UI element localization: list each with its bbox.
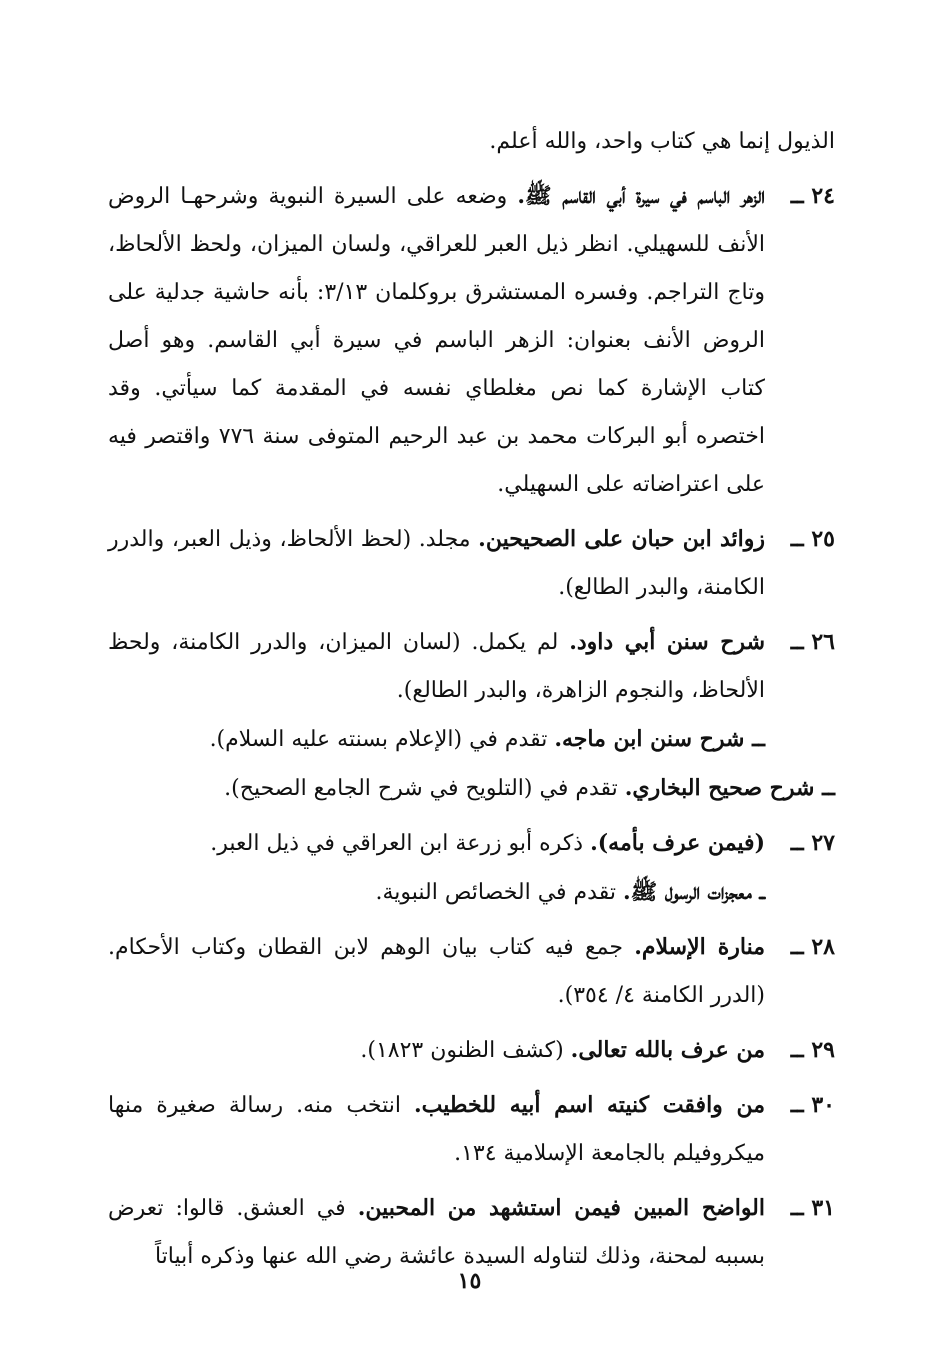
entry-text: وضعه على السيرة النبوية وشرحهـا الروض الأنف للسهيلي. انظر ذيل العبر للعراقي، ولسان الميزان، ولحظ الألحاظ، وتاج التراجم. وفسره المستشرق بروكلمان ٣/١٣: بأنه حاشية جدلية على الروض الأنف بعنوان: الزهر الباسم في سيرة أبي القاسم. وهو أصل كتاب الإشارة كما نص مغلطاي نفسه في المقدمة كما سيأتي. وقد اختصره أبو البركات محمد بن عبد الرحيم المتوفى سنة ٧٧٦ واقتصر فيه على اعتراضاته على السهيلي. — [108, 184, 765, 497]
sub-entry — [108, 764, 835, 813]
entry-title: من وافقت كنيته اسم أبيه للخطيب. — [414, 1092, 765, 1118]
entry-number: ٣٠ ــ — [790, 1092, 835, 1118]
entry-number: ٢٥ ــ — [790, 526, 835, 552]
entry-28 — [108, 923, 835, 1020]
sub-entry-text: تقدم في (التلويح في شرح الجامع الصحيح). — [224, 776, 625, 801]
entry-text: (كشف الظنون ١٨٢٣). — [360, 1038, 571, 1063]
sub-entry-title: ــ شرح صحيح البخاري. — [624, 775, 835, 801]
entry-24 — [108, 172, 835, 509]
entry-29 — [108, 1026, 835, 1075]
sub-entry — [178, 868, 765, 917]
entry-text: ذكره أبو زرعة ابن العراقي في ذيل العبر. — [210, 831, 591, 856]
sub-entry — [108, 715, 765, 764]
sub-entry-text: تقدم في الخصائص النبوية. — [375, 880, 623, 905]
entry-27 — [108, 819, 835, 917]
entry-text: لم يكمل. (لسان الميزان، والدرر الكامنة، ولحظ الألحاظ، والنجوم الزاهرة، والبدر الطالع). — [108, 630, 765, 703]
entry-number: ٢٨ ــ — [790, 934, 835, 960]
entry-title: الزهر الباسم في سيرة أبي القاسم ﷺ. — [517, 183, 765, 209]
intro-line: الذيول إنما هي كتاب واحد، والله أعلم. — [489, 129, 835, 154]
entry-text: جمع فيه كتاب بيان الوهم لابن القطان وكتاب الأحكام. (الدرر الكامنة ٤/ ٣٥٤). — [108, 935, 765, 1008]
entry-number: ٢٧ ــ — [790, 830, 835, 856]
entry-title: الواضح المبين فيمن استشهد من المحبين. — [357, 1195, 765, 1221]
entry-number: ٢٦ ــ — [790, 629, 835, 655]
entry-title: (فيمن عرف بأمه). — [590, 830, 765, 856]
entry-title: من عرف بالله تعالى. — [570, 1037, 765, 1063]
entry-number: ٣١ ــ — [790, 1195, 835, 1221]
entry-31 — [108, 1184, 835, 1281]
entry-title: منارة الإسلام. — [634, 934, 765, 960]
sub-entry-text: تقدم في (الإعلام بسنته عليه السلام). — [209, 727, 555, 752]
sub-entry-title: ــ معجزات الرسول ﷺ. — [622, 879, 765, 905]
entry-number: ٢٤ ــ — [790, 183, 835, 209]
entry-text: مجلد. (لحظ الألحاظ، وذيل العبر، والدرر الكامنة، والبدر الطالع). — [108, 527, 765, 600]
entry-text: في العشق. قالوا: تعرض بسببه لمحنة، وذلك لتناوله السيدة عائشة رضي الله عنها وذكره أبياتاً — [108, 1196, 765, 1269]
entry-25 — [108, 515, 835, 612]
entry-title: شرح سنن أبي داود. — [569, 629, 765, 655]
entry-26 — [108, 618, 835, 764]
entry-number: ٢٩ ــ — [790, 1037, 835, 1063]
entry-30 — [108, 1081, 835, 1178]
page-body — [108, 118, 835, 1281]
sub-entry-title: ــ شرح سنن ابن ماجه. — [554, 726, 765, 752]
entry-title: زوائد ابن حبان على الصحيحين. — [478, 526, 765, 552]
page-number: ١٥ — [457, 1268, 482, 1294]
entry-text: انتخب منه. رسالة صغيرة منها ميكروفيلم بالجامعة الإسلامية ١٣٤. — [108, 1093, 765, 1166]
